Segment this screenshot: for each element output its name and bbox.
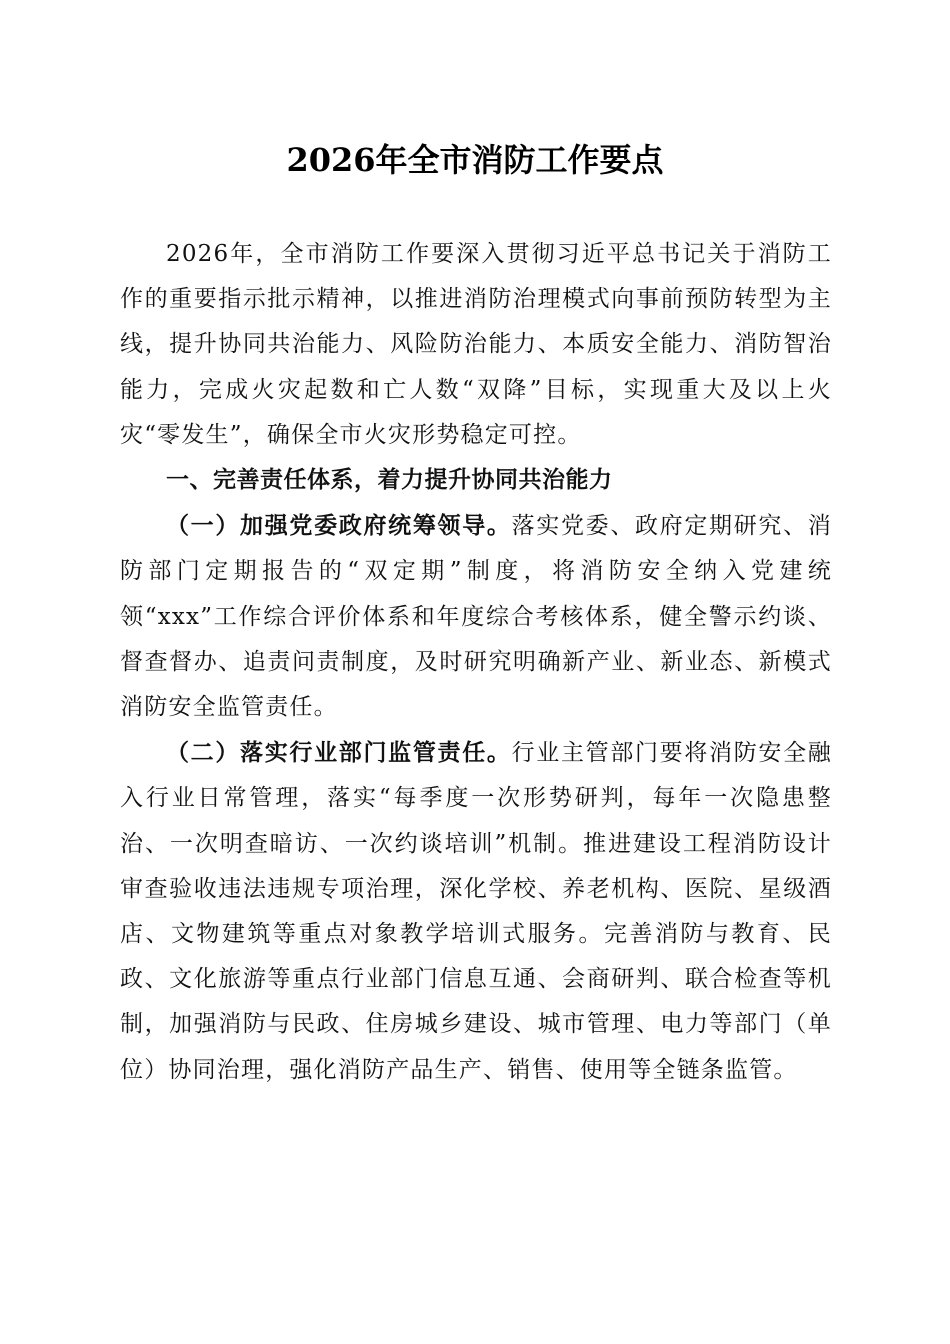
item-paragraph-1: [120, 503, 832, 730]
intro-paragraph: 2026年，全市消防工作要深入贯彻习近平总书记关于消防工作的重要指示批示精神，以推进消防治理模式向事前预防转型为主线，提升协同共治能力、风险防治能力、本质安全能力、消防智治能力，完成火灾起数和亡人数“双降”目标，实现重大及以上火灾“零发生”，确保全市火灾形势稳定可控。: [120, 241, 832, 448]
item-text-2: 行业主管部门要将消防安全融入行业日常管理，落实“每季度一次形势研判，每年一次隐患整治、一次明查暗访、一次约谈培训”机制。推进建设工程消防设计审查验收违法违规专项治理，深化学校、养老机构、医院、星级酒店、文物建筑等重点对象教学培训式服务。完善消防与教育、民政、文化旅游等重点行业部门信息互通、会商研判、联合检查等机制，加强消防与民政、住房城乡建设、城市管理、电力等部门（单位）协同治理，强化消防产品生产、销售、使用等全链条监管。: [120, 740, 832, 1083]
document-body: [120, 232, 832, 1093]
item-lead-2: （二）落实行业部门监管责任。: [166, 739, 512, 767]
item-lead-1: （一）加强党委政府统筹领导。: [166, 512, 512, 540]
item-paragraph-2: [120, 730, 832, 1093]
document-title: 2026年全市消防工作要点: [286, 141, 664, 179]
item-text-1: 落实党委、政府定期研究、消防部门定期报告的“双定期”制度，将消防安全纳入党建统领“xxx”工作综合评价体系和年度综合考核体系，健全警示约谈、督查督办、追责问责制度，及时研究明确新产业、新业态、新模式消防安全监管责任。: [120, 513, 832, 721]
section-heading: 一、完善责任体系，着力提升协同共治能力: [166, 467, 613, 494]
